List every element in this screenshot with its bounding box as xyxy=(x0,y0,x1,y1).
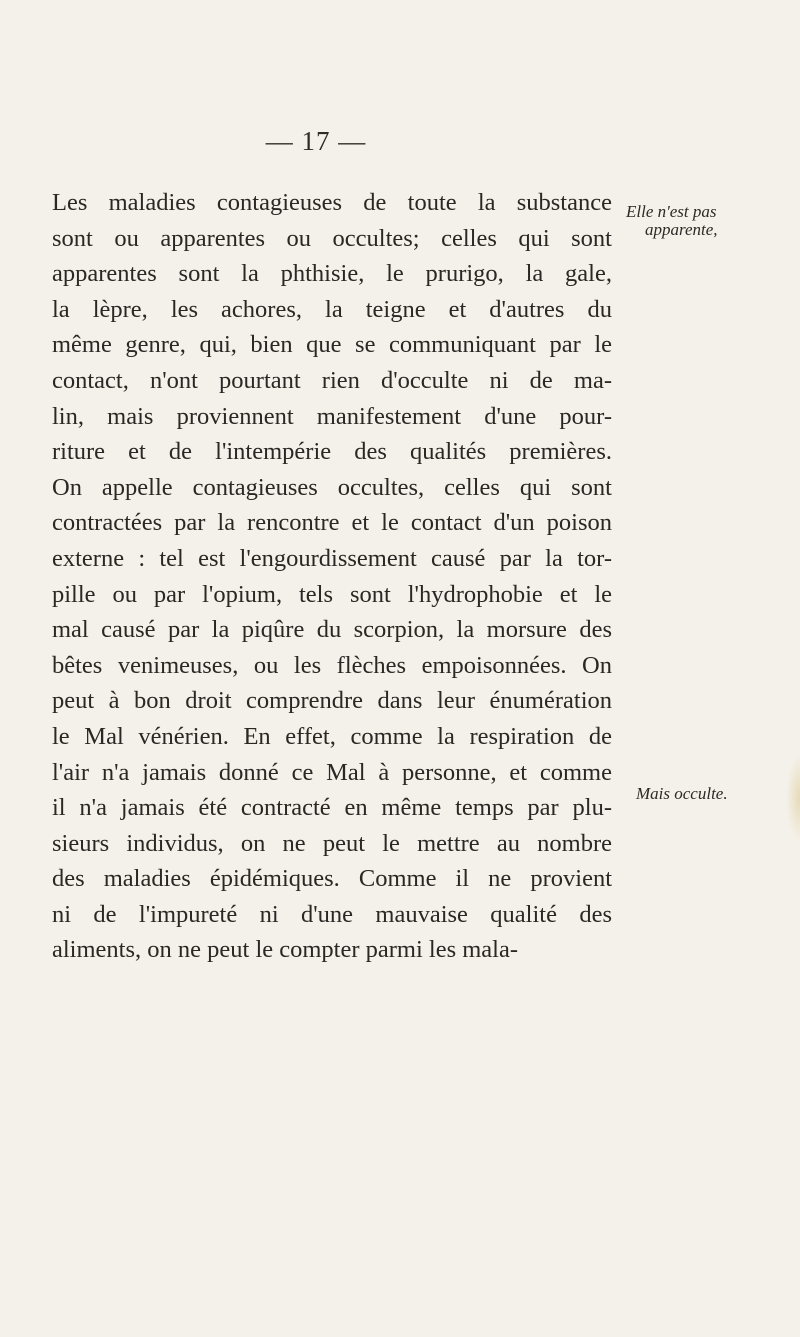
page-number: — 17 — xyxy=(265,126,367,156)
text-line: contact, n'ont pourtant rien d'occulte ni de ma- xyxy=(52,366,612,394)
text-line: apparentes sont la phthisie, le prurigo, la gale, xyxy=(52,260,612,288)
text-line: externe : tel est l'engourdissement causé par la tor- xyxy=(52,544,612,572)
text-line: la lèpre, les achores, la teigne et d'autres du xyxy=(52,295,612,323)
text-line: sieurs individus, on ne peut le mettre au nombre xyxy=(52,829,612,857)
body-text xyxy=(52,185,612,968)
margin-note-first-line: Elle n'est pas xyxy=(626,202,717,221)
margin-note-second: Mais occulte. xyxy=(636,784,728,803)
text-line: peut à bon droit comprendre dans leur énumération xyxy=(52,687,612,715)
text-line: aliments, on ne peut le compter parmi les mala- xyxy=(52,936,519,964)
paper-stain xyxy=(786,753,800,843)
text-line: bêtes venimeuses, ou les flèches empoisonnées. On xyxy=(52,651,612,679)
text-line: lin, mais proviennent manifestement d'une pour- xyxy=(52,402,612,430)
text-line: pille ou par l'opium, tels sont l'hydrophobie et le xyxy=(52,580,612,608)
text-line: l'air n'a jamais donné ce Mal à personne, et comme xyxy=(52,758,612,786)
text-line: il n'a jamais été contracté en même temps par plu- xyxy=(52,794,612,822)
text-line: ni de l'impureté ni d'une mauvaise qualité des xyxy=(52,900,612,928)
text-line: riture et de l'intempérie des qualités premières. xyxy=(52,438,612,466)
text-line: même genre, qui, bien que se communiquant par le xyxy=(52,331,612,359)
text-line: On appelle contagieuses occultes, celles qui sont xyxy=(52,473,612,501)
text-line: contractées par la rencontre et le contact d'un poison xyxy=(52,509,612,537)
text-line: Les maladies contagieuses de toute la substance xyxy=(52,189,612,216)
text-line: sont ou apparentes ou occultes; celles qui sont xyxy=(52,224,612,252)
text-line: des maladies épidémiques. Comme il ne provient xyxy=(52,865,612,893)
margin-note-first-continuation: apparente, xyxy=(645,220,718,239)
text-line: mal causé par la piqûre du scorpion, la morsure des xyxy=(52,616,612,644)
text-line: le Mal vénérien. En effet, comme la respiration de xyxy=(52,722,612,750)
